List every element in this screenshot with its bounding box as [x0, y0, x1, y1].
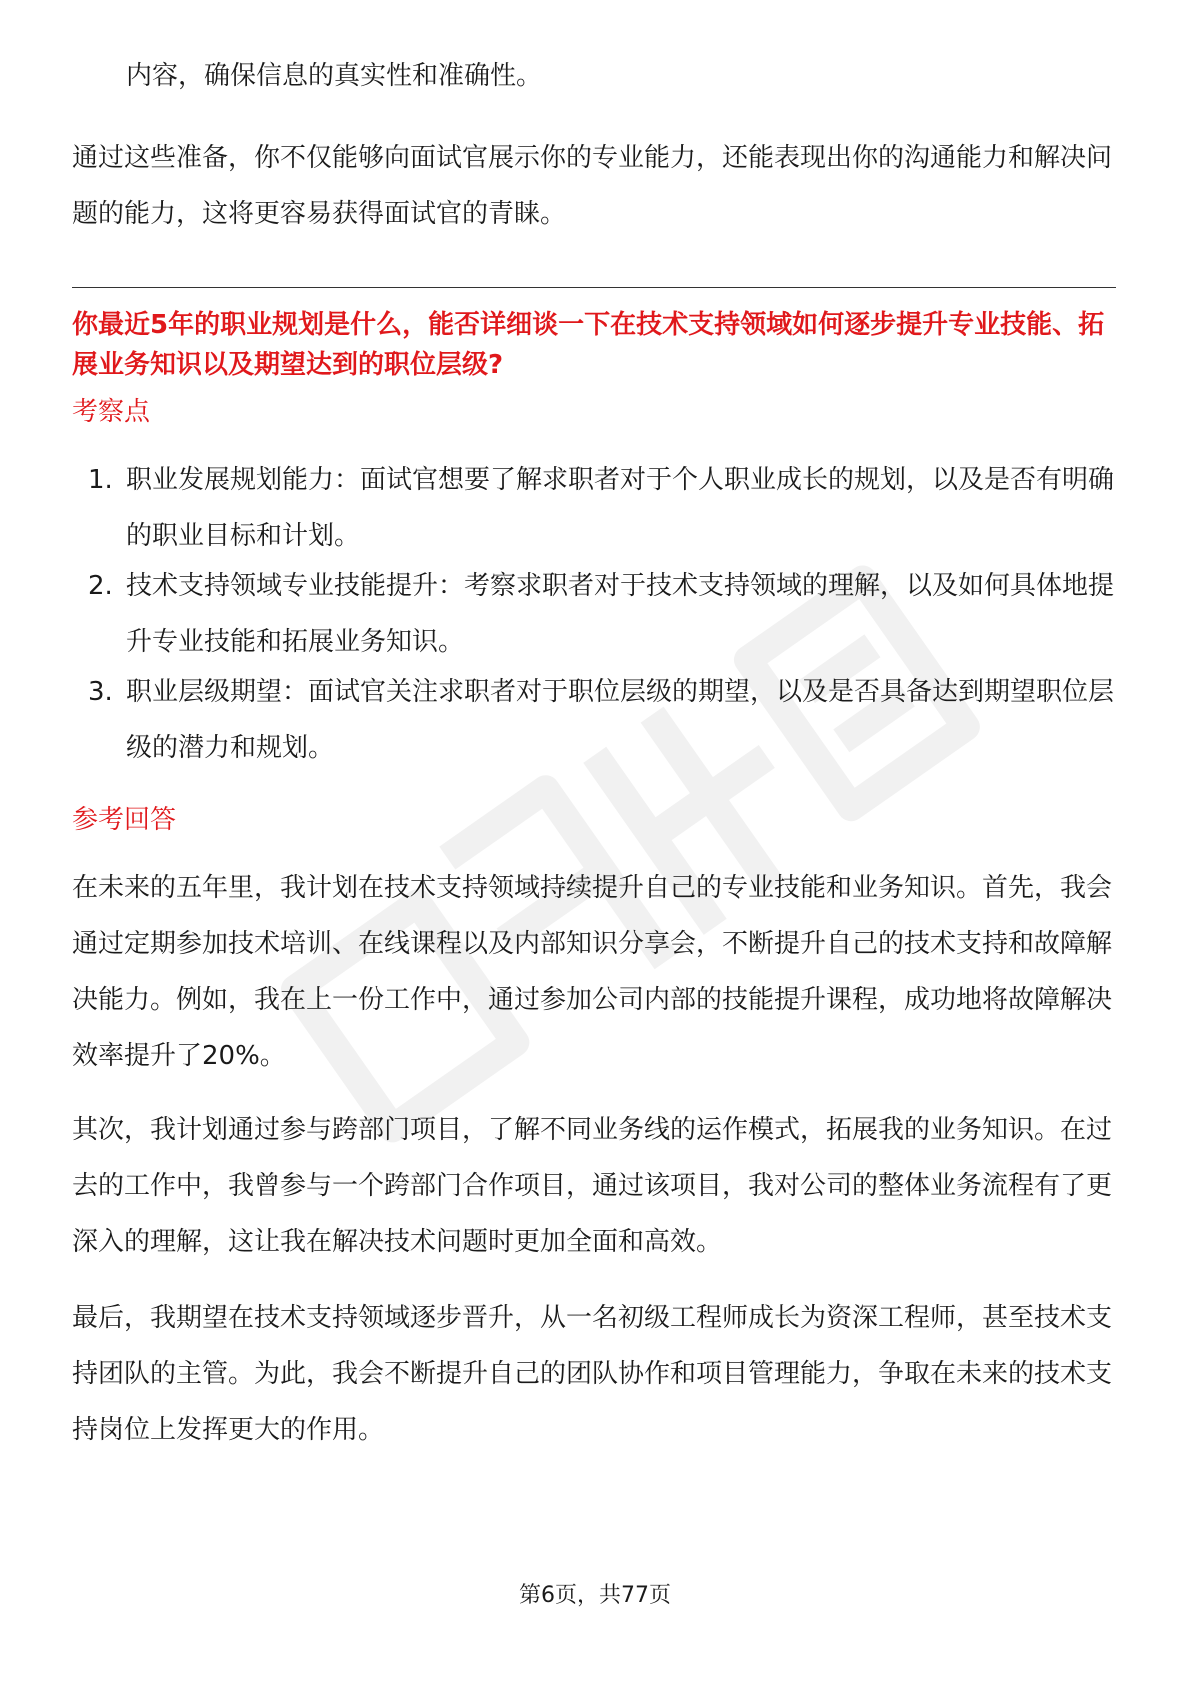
- intro-paragraph: 通过这些准备，你不仅能够向面试官展示你的专业能力，还能表现出你的沟通能力和解决问题的能力，这将更容易获得面试官的青睐。: [72, 143, 1113, 229]
- key-point-item: [72, 664, 1116, 776]
- key-point-text: 职业发展规划能力：面试官想要了解求职者对于个人职业成长的规划，以及是否有明确的职业目标和计划。: [126, 465, 1115, 551]
- key-point-item: [72, 558, 1116, 670]
- list-number: 3.: [88, 677, 113, 707]
- page-number: 第6页，共77页: [519, 1583, 671, 1608]
- answer-paragraph: 其次，我计划通过参与跨部门项目，了解不同业务线的运作模式，拓展我的业务知识。在过去的工作中，我曾参与一个跨部门合作项目，通过该项目，我对公司的整体业务流程有了更深入的理解，这让我在解决技术问题时更加全面和高效。: [72, 1115, 1113, 1257]
- key-point-item: [72, 452, 1116, 564]
- answer-paragraph: 最后，我期望在技术支持领域逐步晋升，从一名初级工程师成长为资深工程师，甚至技术支持团队的主管。为此，我会不断提升自己的团队协作和项目管理能力，争取在未来的技术支持岗位上发挥更大的作用。: [72, 1303, 1113, 1445]
- key-points-list: [72, 452, 1116, 776]
- section-divider: [72, 287, 1116, 288]
- key-points-label: 考察点: [72, 397, 151, 427]
- key-point-text: 技术支持领域专业技能提升：考察求职者对于技术支持领域的理解，以及如何具体地提升专业技能和拓展业务知识。: [126, 571, 1115, 657]
- list-number: 1.: [88, 465, 113, 495]
- question-heading: 你最近5年的职业规划是什么，能否详细谈一下在技术支持领域如何逐步提升专业技能、拓展业务知识以及期望达到的职位层级?: [72, 310, 1105, 380]
- reference-answer-label: 参考回答: [72, 805, 177, 835]
- continuation-text: 内容，确保信息的真实性和准确性。: [126, 61, 543, 91]
- list-number: 2.: [88, 571, 113, 601]
- answer-paragraph: 在未来的五年里，我计划在技术支持领域持续提升自己的专业技能和业务知识。首先，我会通过定期参加技术培训、在线课程以及内部知识分享会，不断提升自己的技术支持和故障解决能力。例如，我在上一份工作中，通过参加公司内部的技能提升课程，成功地将故障解决效率提升了20%。: [72, 873, 1113, 1071]
- key-point-text: 职业层级期望：面试官关注求职者对于职位层级的期望，以及是否具备达到期望职位层级的潜力和规划。: [126, 677, 1115, 763]
